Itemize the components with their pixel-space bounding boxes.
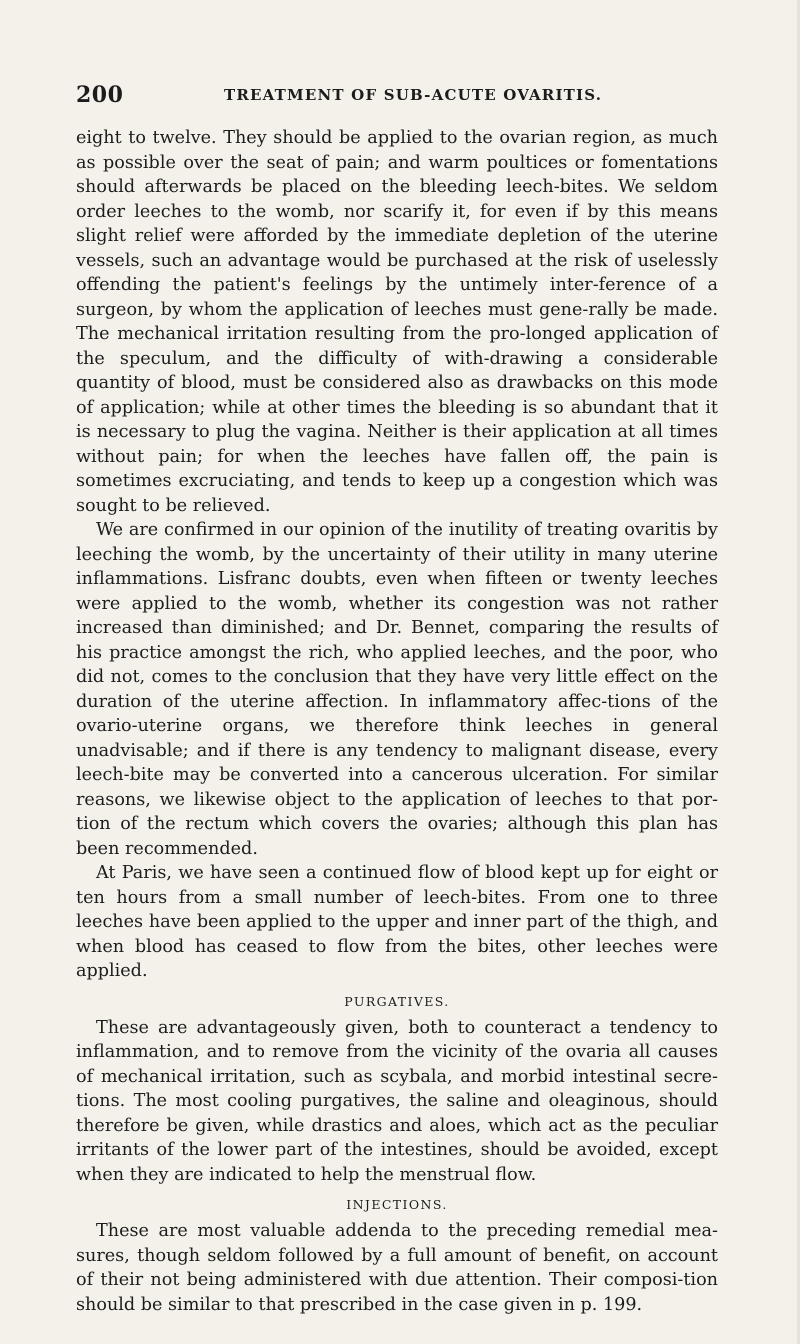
paragraph-leeching-womb: We are confirmed in our opinion of the inutility of treating ovaritis by leeching the womb, by the uncertainty of their utility in many uterine inflammations. Lisfranc doubts, even when fifteen or twenty leeches were applied to the womb, whether its congestion was not rather increased than diminished; and Dr. Bennet, comparing the results of his practice amongst the rich, who applied leeches, and the poor, who did not, comes to the conclusion that they have very little effect on the duration of the uterine affection. In inflammatory affec-tions of the ovario-uterine organs, we therefore think leeches in general unadvisable; and if there is any tendency to malignant disease, every leech-bite may be converted into a cancerous ulceration. For similar reasons, we likewise object to the application of leeches to that por-tion of the rectum which covers the ovaries; although this plan has been recommended. <box>76 520 718 859</box>
body-text <box>76 126 718 1317</box>
purgatives-paragraph: These are advantageously given, both to counteract a tendency to inflammation, and to remove from the vicinity of the ovaria all causes of mechanical irritation, such as scybala, and morbid intestinal secre-tions. The most cooling purgatives, the saline and oleaginous, should therefore be given, while drastics and aloes, which act as the peculiar irritants of the lower part of the intestines, should be avoided, except when they are indicated to help the menstrual flow. <box>76 1017 718 1185</box>
injections-paragraph: These are most valuable addenda to the preceding remedial mea-sures, though seldom followed by a full amount of benefit, on account of their not being administered with due attention. Their composi-tion should be similar to that prescribed in the case given in p. 199. <box>76 1221 718 1315</box>
purgatives-heading: PURGATIVES. <box>344 993 450 1009</box>
running-title: TREATMENT OF SUB-ACUTE OVARITIS. <box>224 86 603 104</box>
paragraph-paris-observation: At Paris, we have seen a continued flow of blood kept up for eight or ten hours from a small number of leech-bites. From one to three leeches have been applied to the upper and inner part of the thigh, and when blood has ceased to flow from the bites, other leeches were applied. <box>76 863 718 981</box>
page-number: 200 <box>76 82 124 108</box>
injections-heading: INJECTIONS. <box>346 1197 448 1212</box>
page-header <box>76 82 716 114</box>
paragraph-leech-application: eight to twelve. They should be applied to the ovarian region, as much as possible over the seat of pain; and warm poultices or fomentations should afterwards be placed on the bleeding leech-bites. We seldom order leeches to the womb, nor scarify it, for even if by this means slight relief were afforded by the immediate depletion of the uterine vessels, such an advantage would be purchased at the risk of uselessly offending the patient's feelings by the untimely inter-ference of a surgeon, by whom the application of leeches must gene-rally be made. The mechanical irritation resulting from the pro-longed application of the speculum, and the difficulty of with-drawing a considerable quantity of blood, must be considered also as drawbacks on this mode of application; while at other times the bleeding is so abundant that it is necessary to plug the vagina. Neither is their application at all times without pain; for when the leeches have fallen off, the pain is sometimes excruciating, and tends to keep up a congestion which was sought to be relieved. <box>76 128 718 516</box>
